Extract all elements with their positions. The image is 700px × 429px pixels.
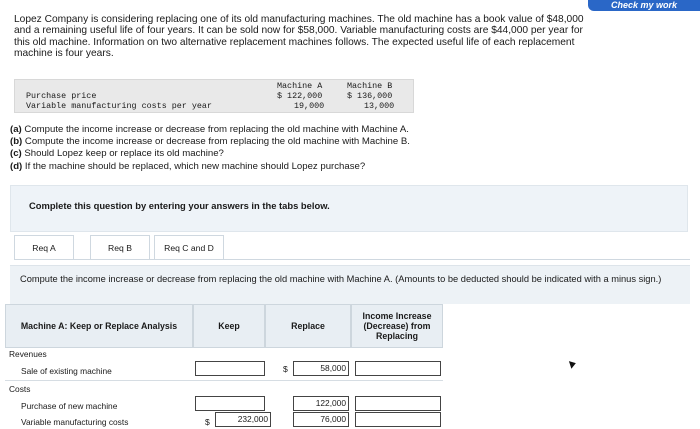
question-list <box>10 124 410 173</box>
replace-variable-input[interactable]: 76,000 <box>293 412 349 427</box>
purchase-b: $ 136,000 <box>347 91 393 101</box>
keep-replace-table <box>5 304 695 429</box>
instruction-text: Complete this question by entering your answers in the tabs below. <box>29 200 330 211</box>
check-my-work-button[interactable]: Check my work <box>588 0 700 11</box>
question-b: (b) Compute the income increase or decrease from replacing the old machine with Machine B. <box>10 136 410 148</box>
question-c: (c) Should Lopez keep or replace its old machine? <box>10 148 224 160</box>
row-label-variable: Variable manufacturing costs per year <box>26 101 212 111</box>
intro-line: this old machine. Information on two alternative replacement machines follows. The expected useful life of each replacement <box>14 36 575 48</box>
intro-line: machine is four years. <box>14 48 114 60</box>
dollar-sign: $ <box>283 364 288 374</box>
keep-variable-input[interactable]: 232,000 <box>215 412 271 427</box>
req-a-prompt: Compute the income increase or decrease from replacing the old machine with Machine A. (Amounts to be deducted should be indicated with a minus sign.) <box>20 274 662 284</box>
req-a-prompt-box <box>10 265 690 304</box>
row-label-purchase: Purchase price <box>26 91 97 101</box>
row-costs: Costs <box>9 384 31 394</box>
replace-purchase-input[interactable]: 122,000 <box>293 396 349 411</box>
variable-a: 19,000 <box>294 101 325 111</box>
header-income-change: Income Increase (Decrease) from Replacing <box>351 304 443 348</box>
row-revenues: Revenues <box>9 349 47 359</box>
income-variable-input[interactable] <box>355 412 441 427</box>
tab-req-a[interactable]: Req A <box>14 235 74 259</box>
keep-sale-input[interactable] <box>195 361 265 376</box>
dollar-sign: $ <box>205 417 210 427</box>
intro-line: Lopez Company is considering replacing one of its old manufacturing machines. The old machine has a book value of $48,000 <box>14 14 584 25</box>
intro-line: and a remaining useful life of four years. It can be sold now for $58,000. Variable manufacturing costs are $44,000 per year for <box>14 25 583 37</box>
replace-sale-input[interactable]: 58,000 <box>293 361 349 376</box>
variable-b: 13,000 <box>364 101 395 111</box>
header-analysis: Machine A: Keep or Replace Analysis <box>5 304 193 348</box>
income-purchase-input[interactable] <box>355 396 441 411</box>
row-sale-existing: Sale of existing machine <box>21 366 112 376</box>
col-machine-a: Machine A <box>277 81 323 91</box>
question-d: (d) If the machine should be replaced, which new machine should Lopez purchase? <box>10 160 366 172</box>
req-tabs <box>14 235 690 260</box>
row-purchase-new: Purchase of new machine <box>21 401 118 411</box>
tab-req-c-and-d[interactable]: Req C and D <box>154 235 224 259</box>
col-machine-b: Machine B <box>347 81 393 91</box>
machine-data-table <box>14 79 414 113</box>
header-keep: Keep <box>193 304 265 348</box>
income-sale-input[interactable] <box>355 361 441 376</box>
keep-purchase-input[interactable] <box>195 396 265 411</box>
row-variable-costs: Variable manufacturing costs <box>21 417 129 427</box>
tab-req-b[interactable]: Req B <box>90 235 150 259</box>
divider <box>5 380 443 381</box>
problem-intro <box>14 14 654 60</box>
question-a: (a) Compute the income increase or decrease from replacing the old machine with Machine A. <box>10 124 409 135</box>
instruction-box <box>10 185 688 232</box>
purchase-a: $ 122,000 <box>277 91 323 101</box>
header-replace: Replace <box>265 304 351 348</box>
